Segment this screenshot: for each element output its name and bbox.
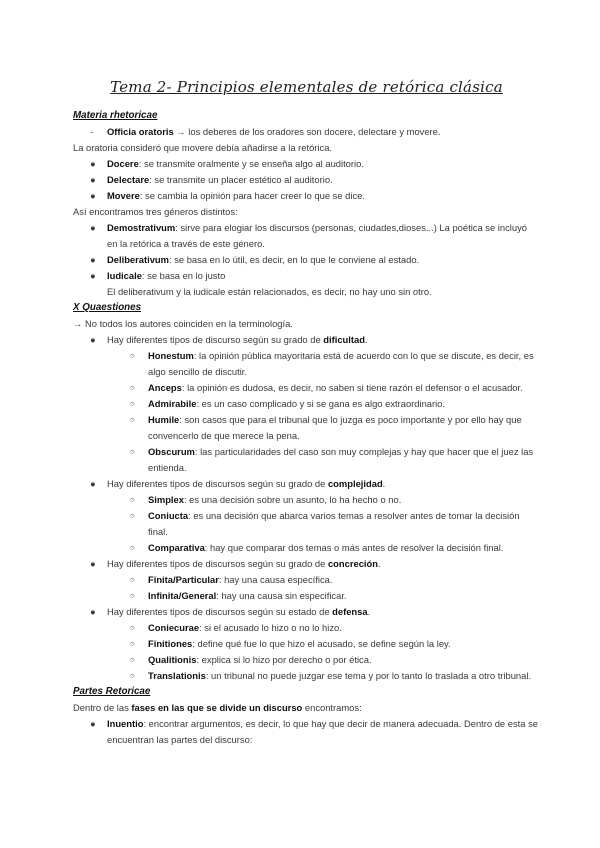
term: Iudicale (107, 270, 142, 281)
circle-bullet-icon: ○ (130, 575, 135, 584)
definition: : explica si lo hizo por derecho o por ética. (196, 654, 372, 665)
circle-bullet-icon: ○ (130, 495, 135, 504)
definition: : hay una causa sin especificar. (216, 590, 347, 601)
paragraph: La oratoria consideró que movere debía añadirse a la retórica. (73, 142, 333, 153)
term: Deliberativum (107, 254, 169, 265)
term: Finita/Particular (148, 574, 219, 585)
lead-text: Hay diferentes tipos de discursos según su grado de (107, 558, 328, 569)
key-term: defensa (332, 606, 368, 617)
page-title: Tema 2- Principios elementales de retórica clásica (110, 78, 503, 96)
definition: : define qué fue lo que hizo el acusado, se define según la ley. (192, 638, 451, 649)
sub-list-item (73, 636, 540, 652)
definition: : es una decisión sobre un asunto, lo ha hecho o no. (183, 494, 402, 505)
section-heading-materia: Materia rhetoricae (73, 110, 158, 121)
sub-list-item (73, 620, 540, 636)
text: encontramos: (302, 702, 362, 713)
definition: : sirve para elogiar los discursos (personas, ciudades,dioses...) La poética se incluyó en la retórica a través de este género. (107, 222, 527, 249)
sub-list-item (73, 668, 540, 684)
bullet-icon: ● (90, 254, 96, 265)
term: Docere (107, 158, 139, 169)
definition: : encontrar argumentos, es decir, lo que hay que decir de manera adecuada. Dentro de esta se encuentran las partes del discurso: (107, 718, 538, 745)
section-heading-quaestiones: X Quaestiones (73, 302, 142, 313)
bullet-icon: ● (90, 222, 96, 233)
bullet-icon: ● (90, 718, 96, 729)
circle-bullet-icon: ○ (130, 383, 135, 392)
term: Movere (107, 190, 140, 201)
punct: . (364, 334, 368, 345)
punct: . (367, 606, 371, 617)
term: Qualitionis (148, 654, 197, 665)
list-item (73, 268, 540, 284)
list-item (73, 332, 540, 348)
circle-bullet-icon: ○ (130, 415, 135, 424)
term: Delectare (107, 174, 150, 185)
bullet-icon: ● (90, 190, 96, 201)
definition: → los deberes de los oradores son docere, delectare y movere. (173, 126, 441, 137)
definition: : se basa en lo útil, es decir, en lo que le conviene al estado. (169, 254, 420, 265)
definition: : si el acusado lo hizo o no lo hizo. (199, 622, 342, 633)
circle-bullet-icon: ○ (130, 447, 135, 456)
definition: : las particularidades del caso son muy complejas y hay que hacer que el juez las entienda. (148, 446, 534, 473)
list-item (73, 716, 540, 748)
term: Infinita/General (148, 590, 217, 601)
bullet-icon: ● (90, 270, 96, 281)
definition: : hay que comparar dos temas o más antes de resolver la decisión final. (204, 542, 504, 553)
term: Admirabile (148, 398, 197, 409)
key-term: dificultad (323, 334, 365, 345)
circle-bullet-icon: ○ (130, 591, 135, 600)
term: Simplex (148, 494, 184, 505)
sub-list-item (73, 588, 540, 604)
bullet-icon: ● (90, 174, 96, 185)
lead-text: Hay diferentes tipos de discursos según su estado de (107, 606, 333, 617)
term: Officia oratoris (107, 126, 174, 137)
paragraph-note: El deliberativum y la iudicale están relacionados, es decir, no hay uno sin otro. (107, 286, 432, 297)
list-item (73, 188, 540, 204)
circle-bullet-icon: ○ (130, 671, 135, 680)
list-item (73, 252, 540, 268)
list-item-officia (73, 124, 540, 140)
definition: : se transmite un placer estético al auditorio. (149, 174, 333, 185)
definition: : es un caso complicado y si se gana es algo extraordinario. (196, 398, 446, 409)
definition: : se basa en lo justo (141, 270, 226, 281)
term: Demostrativum (107, 222, 176, 233)
bullet-icon: ● (90, 158, 96, 169)
circle-bullet-icon: ○ (130, 511, 135, 520)
key-phrase: fases en las que se divide un discurso (131, 702, 303, 713)
definition: : es una decisión que abarca varios temas a resolver antes de tomar la decisión final. (148, 510, 520, 537)
section-heading-partes: Partes Retoricae (73, 686, 151, 697)
circle-bullet-icon: ○ (130, 543, 135, 552)
term: Humile (148, 414, 180, 425)
punct: . (377, 558, 381, 569)
sub-list-item (73, 572, 540, 588)
definition: : se transmite oralmente y se enseña algo al auditorio. (138, 158, 364, 169)
sub-list-item (73, 492, 540, 508)
bullet-icon: ● (90, 478, 96, 489)
sub-list-item (73, 444, 540, 476)
circle-bullet-icon: ○ (130, 655, 135, 664)
bullet-icon: ● (90, 606, 96, 617)
term: Obscurum (148, 446, 195, 457)
paragraph: Así encontramos tres géneros distintos: (73, 206, 238, 217)
list-item (73, 220, 540, 252)
list-item (73, 172, 540, 188)
dash-bullet: - (90, 126, 94, 137)
circle-bullet-icon: ○ (130, 639, 135, 648)
term: Anceps (148, 382, 182, 393)
definition: : hay una causa específica. (218, 574, 333, 585)
lead-text: Hay diferentes tipos de discurso según su grado de (107, 334, 324, 345)
term: Finitiones (148, 638, 193, 649)
sub-list-item (73, 412, 540, 444)
list-item (73, 604, 540, 620)
sub-list-item (73, 348, 540, 380)
term: Translationis (148, 670, 206, 681)
definition: : la opinión es dudosa, es decir, no saben si tiene razón el defensor o el acusador. (181, 382, 523, 393)
list-item (73, 156, 540, 172)
list-item (73, 476, 540, 492)
paragraph: → No todos los autores coinciden en la terminología. (73, 318, 293, 329)
list-item (73, 556, 540, 572)
bullet-icon: ● (90, 334, 96, 345)
circle-bullet-icon: ○ (130, 399, 135, 408)
definition: : son casos que para el tribunal que lo juzga es poco importante y por ello hay que convencerlo de que merece la pena. (148, 414, 522, 441)
punct: . (382, 478, 386, 489)
definition: : un tribunal no puede juzgar ese tema y por lo tanto lo traslada a otro tribunal. (205, 670, 532, 681)
term: Honestum (148, 350, 194, 361)
term: Comparativa (148, 542, 205, 553)
circle-bullet-icon: ○ (130, 623, 135, 632)
key-term: complejidad (327, 478, 383, 489)
sub-list-item (73, 508, 540, 540)
sub-list-item (73, 540, 540, 556)
paragraph (73, 700, 540, 716)
term: Coniucta (148, 510, 189, 521)
text: Dentro de las (73, 702, 132, 713)
term: Inuentio (107, 718, 144, 729)
sub-list-item (73, 380, 540, 396)
circle-bullet-icon: ○ (130, 351, 135, 360)
sub-list-item (73, 396, 540, 412)
lead-text: Hay diferentes tipos de discursos según su grado de (107, 478, 328, 489)
definition: : se cambia la opinión para hacer creer lo que se dice. (139, 190, 365, 201)
bullet-icon: ● (90, 558, 96, 569)
key-term: concreción (327, 558, 378, 569)
definition: : la opinión pública mayoritaria está de acuerdo con lo que se discute, es decir, es algo sencillo de discutir. (148, 350, 534, 377)
term: Coniecurae (148, 622, 200, 633)
sub-list-item (73, 652, 540, 668)
